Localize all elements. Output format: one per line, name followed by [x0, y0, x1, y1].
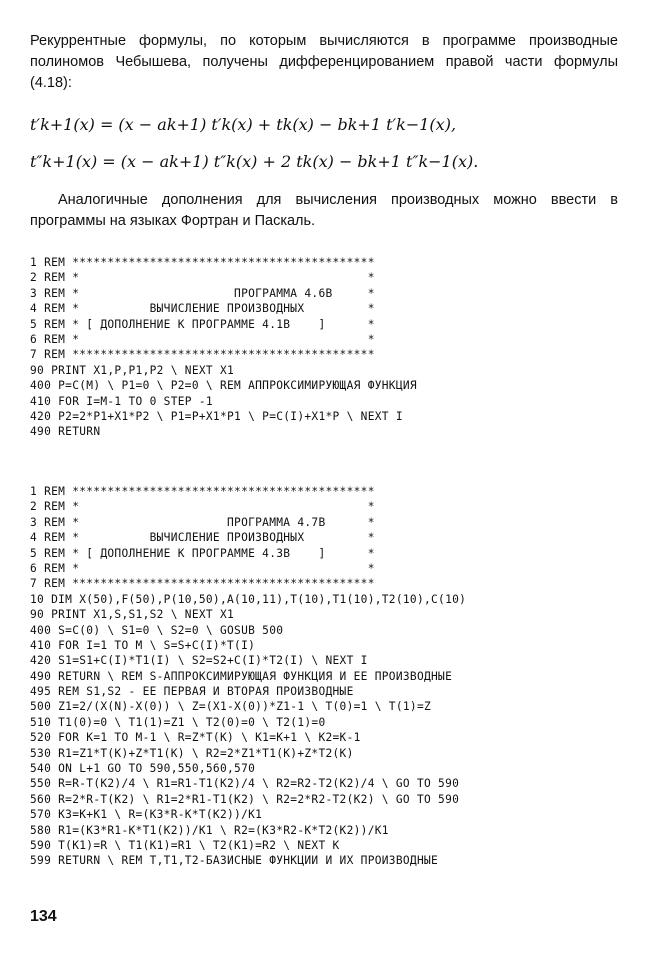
code-line: 7 REM *******************************************	[30, 577, 375, 591]
code-line: 530 R1=Z1*T(K)+Z*T1(K) \ R2=2*Z1*T1(K)+Z*T2(K)	[30, 746, 354, 760]
formula-second-derivative: t″k+1(x) = (x − ak+1) t″k(x) + 2 tk(x) − bk+1 t″k−1(x).	[30, 152, 479, 171]
code-line: 10 DIM X(50),F(50),P(10,50),A(10,11),T(10),T1(10),T2(10),C(10)	[30, 592, 467, 606]
code-line: 2 REM * *	[30, 271, 375, 285]
outro-paragraph: Аналогичные дополнения для вычисления производных можно ввести в программы на языках Фортран и Паскаль.	[30, 192, 618, 229]
code-line: 6 REM * *	[30, 561, 375, 575]
page-number: 134	[30, 908, 57, 925]
code-line: 495 REM S1,S2 - ЕЕ ПЕРВАЯ И ВТОРАЯ ПРОИЗВОДНЫЕ	[30, 685, 354, 699]
program-listing-4-7b	[30, 484, 630, 869]
program-listing-4-6b	[30, 255, 630, 440]
code-line: 90 PRINT X1,S,S1,S2 \ NEXT X1	[30, 608, 235, 622]
code-line: 490 RETURN \ REM S-АППРОКСИМИРУЮЩАЯ ФУНКЦИЯ И ЕЕ ПРОИЗВОДНЫЕ	[30, 669, 453, 683]
code-line: 500 Z1=2/(X(N)-X(0)) \ Z=(X1-X(0))*Z1-1 \ T(0)=1 \ T(1)=Z	[30, 700, 432, 714]
code-line: 400 P=C(M) \ P1=0 \ P2=0 \ REM АППРОКСИМИРУЮЩАЯ ФУНКЦИЯ	[30, 379, 417, 393]
code-line: 590 T(K1)=R \ T1(K1)=R1 \ T2(K1)=R2 \ NEXT K	[30, 838, 340, 852]
code-line: 5 REM * [ ДОПОЛНЕНИЕ К ПРОГРАММЕ 4.3В ] *	[30, 546, 375, 560]
code-line: 490 RETURN	[30, 425, 101, 439]
code-line: 4 REM * ВЫЧИСЛЕНИЕ ПРОИЗВОДНЫХ *	[30, 531, 375, 545]
code-line: 7 REM *******************************************	[30, 348, 375, 362]
code-line: 420 S1=S1+C(I)*T1(I) \ S2=S2+C(I)*T2(I) \ NEXT I	[30, 654, 368, 668]
code-line: 410 FOR I=M-1 TO 0 STEP -1	[30, 394, 213, 408]
formula-first-derivative: t′k+1(x) = (x − ak+1) t′k(x) + tk(x) − bk+1 t′k−1(x),	[30, 115, 457, 134]
code-line: 599 RETURN \ REM T,T1,T2-БАЗИСНЫЕ ФУНКЦИИ И ИХ ПРОИЗВОДНЫЕ	[30, 854, 439, 868]
code-line: 5 REM * [ ДОПОЛНЕНИЕ К ПРОГРАММЕ 4.1В ] *	[30, 317, 375, 331]
code-line: 420 P2=2*P1+X1*P2 \ P1=P+X1*P1 \ P=C(I)+X1*P \ NEXT I	[30, 409, 403, 423]
code-line: 570 K3=K+K1 \ R=(K3*R-K*T(K2))/K1	[30, 808, 263, 822]
code-line: 90 PRINT X1,P,P1,P2 \ NEXT X1	[30, 363, 235, 377]
code-line: 550 R=R-T(K2)/4 \ R1=R1-T1(K2)/4 \ R2=R2-T2(K2)/4 \ GO TO 590	[30, 777, 460, 791]
code-line: 3 REM * ПРОГРАММА 4.6В *	[30, 286, 375, 300]
code-line: 1 REM *******************************************	[30, 256, 375, 269]
code-line: 1 REM *******************************************	[30, 485, 375, 498]
code-line: 4 REM * ВЫЧИСЛЕНИЕ ПРОИЗВОДНЫХ *	[30, 302, 375, 316]
code-line: 510 T1(0)=0 \ T1(1)=Z1 \ T2(0)=0 \ T2(1)=0	[30, 715, 326, 729]
code-line: 580 R1=(K3*R1-K*T1(K2))/K1 \ R2=(K3*R2-K*T2(K2))/K1	[30, 823, 389, 837]
code-line: 410 FOR I=1 TO M \ S=S+C(I)*T(I)	[30, 638, 256, 652]
code-line: 2 REM * *	[30, 500, 375, 514]
code-line: 560 R=2*R-T(K2) \ R1=2*R1-T1(K2) \ R2=2*R2-T2(K2) \ GO TO 590	[30, 792, 460, 806]
intro-paragraph: Рекуррентные формулы, по которым вычисляются в программе производные полиномов Чебышева, получены дифференцированием правой части формулы (4.18):	[30, 33, 618, 91]
code-line: 520 FOR K=1 TO M-1 \ R=Z*T(K) \ K1=K+1 \ K2=K-1	[30, 731, 361, 745]
code-line: 540 ON L+1 GO TO 590,550,560,570	[30, 762, 256, 776]
code-line: 400 S=C(0) \ S1=0 \ S2=0 \ GOSUB 500	[30, 623, 284, 637]
code-line: 3 REM * ПРОГРАММА 4.7В *	[30, 515, 375, 529]
code-line: 6 REM * *	[30, 332, 375, 346]
